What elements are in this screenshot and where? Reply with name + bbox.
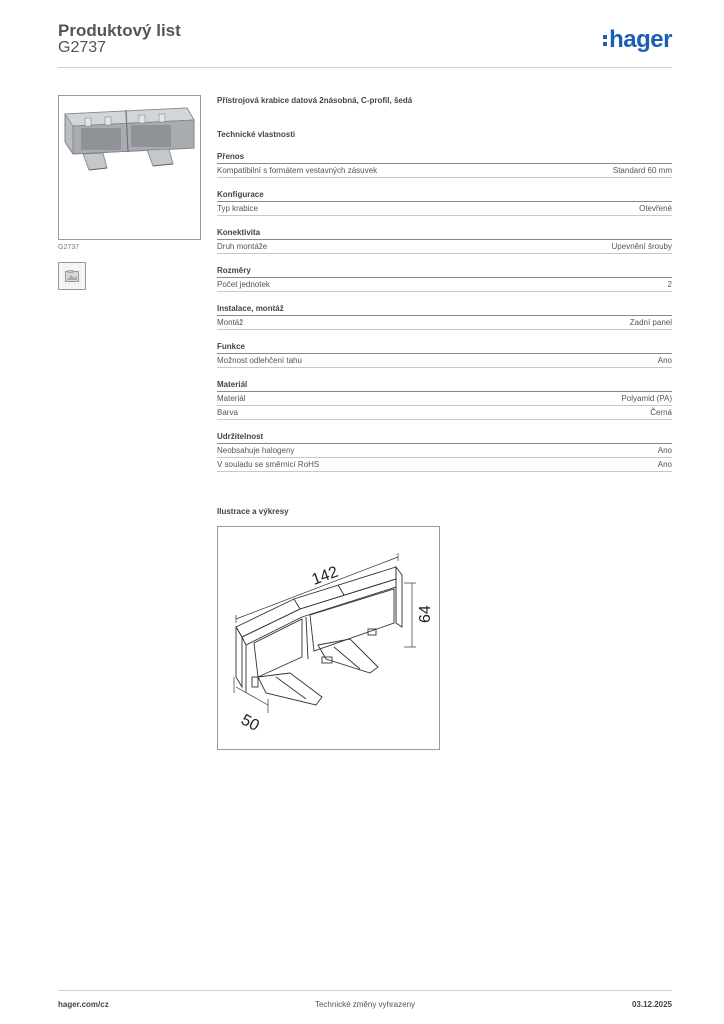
spec-row <box>217 278 672 292</box>
footer-website-link[interactable]: hager.com/cz <box>58 1000 109 1009</box>
section-title: Konfigurace <box>217 190 672 202</box>
spec-row <box>217 164 672 178</box>
dimension-labels <box>218 527 439 749</box>
specifications <box>217 96 672 484</box>
footer-date: 03.12.2025 <box>631 1000 672 1009</box>
spec-section <box>217 266 672 292</box>
section-title: Přenos <box>217 152 672 164</box>
spec-section <box>217 228 672 254</box>
spec-label: Barva <box>217 408 238 417</box>
illustrations-heading: Ilustrace a výkresy <box>217 507 289 516</box>
section-title: Instalace, montáž <box>217 304 672 316</box>
logo-text: hager <box>609 26 672 53</box>
spec-value: Ano <box>657 356 672 365</box>
spec-label: Druh montáže <box>217 242 268 251</box>
spec-section <box>217 190 672 216</box>
spec-label: Počet jednotek <box>217 280 270 289</box>
product-photo[interactable] <box>58 95 201 240</box>
product-description: Přístrojová krabice datová 2násobná, C-profil, šedá <box>217 96 413 105</box>
dim-width-label: 50 <box>238 711 262 735</box>
spec-row <box>217 316 672 330</box>
gallery-thumbnail-button[interactable] <box>58 262 86 290</box>
section-title: Rozměry <box>217 266 672 278</box>
page-title: Produktový list <box>58 21 181 40</box>
spec-value: Standard 60 mm <box>612 166 672 175</box>
image-gallery-icon <box>65 270 79 282</box>
footer-notice: Technické změny vyhrazeny <box>314 1000 416 1009</box>
section-title: Udržitelnost <box>217 432 672 444</box>
spec-row <box>217 458 672 472</box>
spec-value: Upevnění šrouby <box>611 242 672 251</box>
photo-caption: G2737 <box>58 244 80 251</box>
tech-heading: Technické vlastnosti <box>217 130 296 139</box>
spec-section <box>217 380 672 420</box>
spec-label: Typ krabice <box>217 204 258 213</box>
hager-logo[interactable] <box>603 27 672 53</box>
spec-value: Zadní panel <box>629 318 672 327</box>
spec-label: Neobsahuje halogeny <box>217 446 295 455</box>
spec-value: Černá <box>650 408 672 417</box>
spec-row <box>217 202 672 216</box>
spec-value: Ano <box>657 446 672 455</box>
spec-value: Polyamid (PA) <box>621 394 672 403</box>
spec-value: 2 <box>667 280 672 289</box>
section-title: Funkce <box>217 342 672 354</box>
spec-label: Montáž <box>217 318 244 327</box>
dim-height-label: 64 <box>417 605 434 623</box>
section-title: Materiál <box>217 380 672 392</box>
logo-dots <box>603 35 607 46</box>
product-photo-image <box>59 96 200 239</box>
spec-value: Otevřené <box>639 204 672 213</box>
spec-label: V souladu se směrnicí RoHS <box>217 460 320 469</box>
page-header <box>58 20 672 68</box>
spec-row <box>217 240 672 254</box>
spec-section <box>217 432 672 472</box>
dim-length-label: 142 <box>309 563 341 589</box>
technical-drawing[interactable] <box>217 526 440 750</box>
section-title: Konektivita <box>217 228 672 240</box>
spec-row <box>217 444 672 458</box>
spec-section <box>217 342 672 368</box>
spec-label: Materiál <box>217 394 246 403</box>
spec-label: Kompatibilní s formátem vestavných zásuvek <box>217 166 378 175</box>
spec-row <box>217 392 672 406</box>
product-code: G2737 <box>58 39 107 56</box>
spec-row <box>217 354 672 368</box>
spec-label: Možnost odlehčení tahu <box>217 356 302 365</box>
spec-row <box>217 406 672 420</box>
spec-value: Ano <box>657 460 672 469</box>
page-footer <box>58 990 672 1014</box>
spec-section <box>217 152 672 178</box>
spec-section <box>217 304 672 330</box>
